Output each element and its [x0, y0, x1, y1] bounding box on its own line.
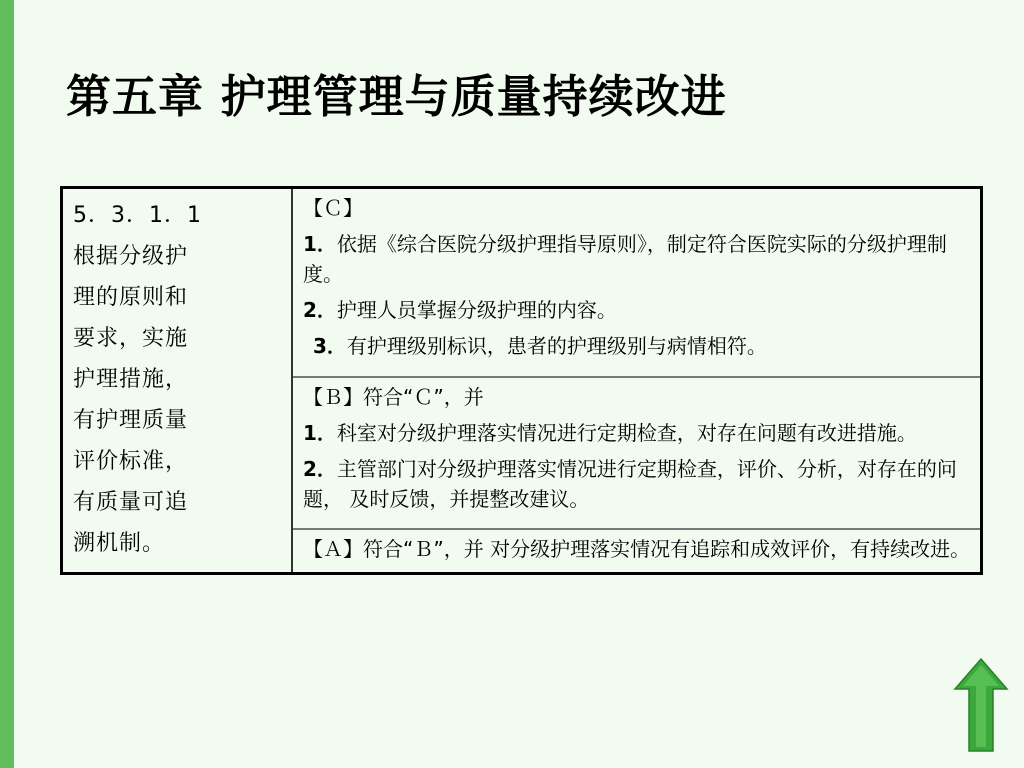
up-arrow-icon[interactable]: [953, 657, 1009, 753]
item-number: 1．: [303, 232, 337, 256]
criterion-line: 溯机制。: [73, 531, 166, 556]
criterion-line: 有质量可追: [73, 490, 189, 515]
criterion-line: 要求，实施: [73, 326, 189, 351]
item-text: 科室对分级护理落实情况进行定期检查，对存在问题有改进措施。: [336, 421, 917, 446]
criteria-table: [60, 186, 983, 575]
grade-a-text: 【Ａ】符合“Ｂ”，并 对分级护理落实情况有追踪和成效评价，有持续改进。: [303, 536, 971, 561]
item-text: 主管部门对分级护理落实情况进行定期检查，评价、分析，对存在的问题， 及时反馈，并提整改建议。: [303, 457, 957, 512]
item-number: 3．: [313, 334, 347, 358]
grade-c-item-1: [303, 229, 974, 289]
grade-c-item-2: [303, 295, 974, 325]
grade-b-item-1: [303, 418, 974, 448]
accent-bar: [0, 0, 14, 768]
criterion-line: 护理措施，: [73, 367, 189, 392]
criterion-line: 有护理质量: [73, 408, 189, 433]
item-number: 2．: [303, 457, 337, 482]
item-number: 1．: [303, 421, 337, 446]
item-text: 有护理级别标识，患者的护理级别与病情相符。: [346, 334, 767, 358]
grade-c-cell: [292, 188, 982, 378]
grade-b-cell: [292, 377, 982, 528]
item-number: 2．: [303, 298, 337, 322]
table-row: [62, 188, 982, 378]
item-text: 护理人员掌握分级护理的内容。: [336, 298, 617, 322]
grade-b-heading: 【Ｂ】符合“Ｃ”，并: [303, 385, 484, 410]
criterion-cell: [62, 188, 293, 574]
criterion-line: 根据分级护: [73, 244, 189, 269]
grade-a-cell: [292, 529, 982, 574]
criterion-line: 理的原则和: [73, 285, 189, 310]
grade-c-heading: 【Ｃ】: [303, 196, 363, 220]
slide-title: 第五章 护理管理与质量持续改进: [66, 70, 727, 123]
grade-b-item-2: [303, 454, 974, 514]
criterion-line: 5．3．1．1: [73, 203, 202, 228]
item-text: 依据《综合医院分级护理指导原则》，制定符合医院实际的分级护理制度。: [303, 232, 947, 286]
grade-c-item-3: [303, 331, 974, 361]
criterion-line: 评价标准，: [73, 449, 189, 474]
